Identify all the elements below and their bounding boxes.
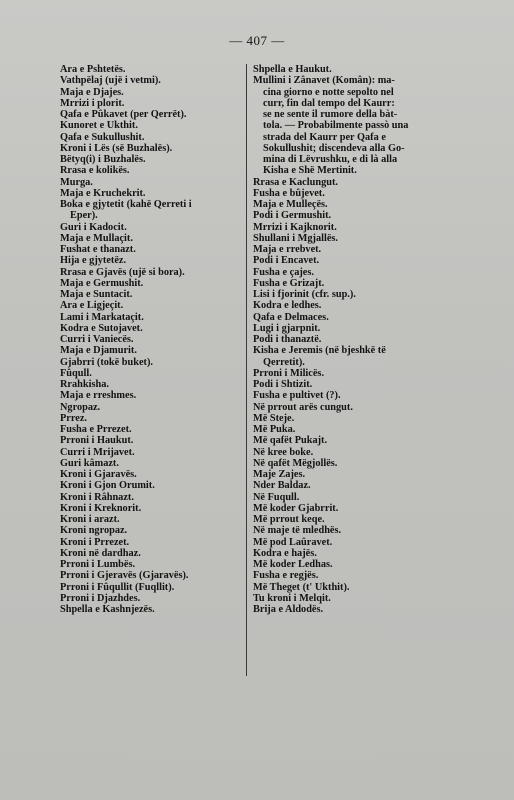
place-entry: Maja e Kruchekrit. (60, 187, 146, 199)
place-entry: Kroni i Gjon Orumit. (60, 480, 155, 492)
place-entry: Kroni i arazt. (60, 514, 120, 525)
place-entry: Më Theget (t' Ukthit). (253, 581, 350, 593)
place-entry: Më Steje. (253, 412, 295, 424)
place-entry: Kodra e Sutojavet. (60, 322, 143, 334)
place-entry: Maje Zajes. (253, 469, 306, 480)
place-entry: strada del Kaurr per Qafa e (263, 131, 386, 143)
place-entry: Lami i Markataçit. (60, 311, 144, 323)
place-entry: cina giorno e notte sepolto nel (263, 86, 394, 98)
place-entry: Hija e gjytetëz. (60, 255, 127, 267)
place-entry: Maja e Djamurit. (60, 345, 137, 357)
place-entry: Kroni i Kreknorit. (60, 502, 142, 514)
place-entry: Kroni i Prrezet. (60, 536, 130, 548)
place-entry: Qerretit). (263, 356, 305, 368)
place-entry: Më pod Laûravet. (253, 536, 333, 548)
place-entry: Mrrizi i plorit. (60, 97, 125, 109)
place-entry: Qafa e Sukullushit. (60, 131, 145, 143)
place-entry: Maja e Suntacit. (60, 289, 133, 300)
place-entry: Sokullushit; discendeva alla Go- (263, 142, 405, 154)
place-entry: Më koder Gjabrrit. (253, 502, 339, 514)
place-entry: Ngropaz. (60, 401, 101, 413)
place-entry: Vathpëlaj (ujë i vetmi). (60, 75, 161, 87)
place-entry: Podi i thanaztë. (253, 334, 322, 345)
place-entry: Shpella e Kashnjezës. (60, 604, 155, 615)
place-entry: Fusha e pultivet (?). (253, 390, 341, 402)
place-entry: Prroni i Djazhdes. (60, 592, 141, 604)
place-entry: Prroni i Lumbës. (60, 559, 136, 570)
place-entry: Nder Baldaz. (253, 480, 311, 492)
place-entry: Rrasa e Gjavës (ujë si bora). (60, 266, 185, 278)
place-entry: Më qafët Pukajt. (253, 435, 328, 447)
place-entry: Kodra e ledhes. (253, 300, 322, 312)
place-entry: Kisha e Shë Mertinit. (263, 165, 357, 177)
place-entry: Maja e Djajes. (60, 86, 124, 98)
place-entry: Në qafët Mëgjollës. (253, 457, 338, 469)
place-entry: Tu kroni i Melqit. (253, 592, 331, 604)
place-entry: Eper). (70, 210, 98, 222)
place-entry: tola. — Probabilmente passò una (263, 120, 409, 132)
place-entry: Murga. (60, 176, 93, 188)
place-entry: Prroni i Milicës. (253, 367, 325, 379)
place-entry: Kroni i Râhnazt. (60, 491, 134, 503)
place-entry: Prroni i Gjeravës (Gjaravës). (60, 570, 189, 582)
left-column-list (60, 64, 242, 615)
place-entry: Bëtyq(i) i Buzhalës. (60, 154, 146, 165)
place-entry: Kodra e hajës. (253, 547, 317, 559)
place-entry: Në prrout arës cungut. (253, 401, 353, 413)
place-entry: Fûqull. (60, 367, 92, 379)
place-entry: Maja e Germushit. (60, 277, 144, 289)
place-entry: Mullini i Zânavet (Komân): ma- (253, 75, 395, 87)
place-entry: Në kree boke. (253, 446, 314, 458)
place-entry: Curri i Mrijavet. (60, 446, 135, 458)
place-entry: Curri i Vaniecës. (60, 334, 134, 345)
place-entry: Podi i Shtizit. (253, 379, 313, 390)
place-entry: Qafa e Pûkavet (per Qerrët). (60, 109, 187, 120)
column-divider (246, 64, 247, 676)
place-entry: mina di Lëvrushku, e di là alla (263, 154, 398, 165)
place-entry: Ara e Ligjeçit. (60, 300, 124, 312)
place-entry: Fusha e çajes. (253, 266, 314, 278)
place-entry: Maja e rrebvet. (253, 244, 322, 255)
place-entry: Më Puka. (253, 424, 296, 435)
place-entry: Shpella e Haukut. (253, 64, 332, 75)
place-entry: Rrasa e kolikës. (60, 165, 130, 177)
place-entry: Kroni në dardhaz. (60, 547, 141, 559)
place-entry: Guri kâmazt. (60, 457, 119, 469)
place-entry: Guri i Kadocit. (60, 221, 127, 233)
place-entry: Rrasa e Kaclungut. (253, 176, 338, 188)
right-column-list (253, 64, 434, 615)
place-entry: Shullani i Mgjallës. (253, 232, 338, 244)
place-entry: Fushat e thanazt. (60, 244, 136, 255)
place-entry: Boka e gjytetit (kahë Qerreti i (60, 199, 192, 210)
place-entry: Kroni ngropaz. (60, 525, 128, 537)
place-entry: Maja e Mullaçit. (60, 232, 133, 244)
place-entry: Më prrout keqe. (253, 514, 325, 525)
place-entry: Prroni i Haukut. (60, 435, 134, 447)
place-entry: Në Fuqull. (253, 491, 300, 503)
place-entry: Rrahkisha. (60, 379, 109, 390)
place-entry: curr, fin dal tempo del Kaurr: (263, 97, 395, 109)
place-entry: Podi i Germushit. (253, 210, 332, 222)
place-entry: Maja e Mulleçës. (253, 199, 328, 210)
place-entry: Kisha e Jeremis (në bjeshkë të (253, 345, 386, 357)
place-entry: Më koder Ledhas. (253, 559, 333, 570)
place-entry: Maja e rreshmes. (60, 390, 137, 402)
place-entry: Fusha e regjës. (253, 570, 319, 582)
place-entry: Gjabrri (tokë buket). (60, 356, 153, 368)
place-entry: Në maje të mledhës. (253, 525, 342, 537)
place-entry: Ara e Pshtetës. (60, 64, 126, 75)
place-entry: Kunoret e Ukthit. (60, 120, 138, 132)
place-entry: Prrez. (60, 412, 87, 424)
place-entry: Fusha e bûjevet. (253, 187, 325, 199)
place-entry: Podi i Encavet. (253, 255, 320, 267)
place-entry: Brija e Aldodës. (253, 604, 324, 615)
place-entry: Fusha e Prrezet. (60, 424, 132, 435)
place-entry: Kroni i Gjaravës. (60, 469, 137, 480)
place-entry: Lisi i fjorinit (cfr. sup.). (253, 289, 356, 300)
place-entry: Qafa e Delmaces. (253, 311, 329, 323)
place-entry: Lugi i gjarpnit. (253, 322, 321, 334)
place-entry: Mrrizi i Kajknorit. (253, 221, 337, 233)
place-entry: se ne sente il rumore della bàt- (263, 109, 398, 120)
place-entry: Kroni i Lës (së Buzhalës). (60, 142, 173, 154)
place-entry: Fusha e Grizajt. (253, 277, 325, 289)
page-number: — 407 — (229, 33, 285, 48)
place-entry: Prroni i Fûqullit (Fuqllit). (60, 581, 175, 593)
